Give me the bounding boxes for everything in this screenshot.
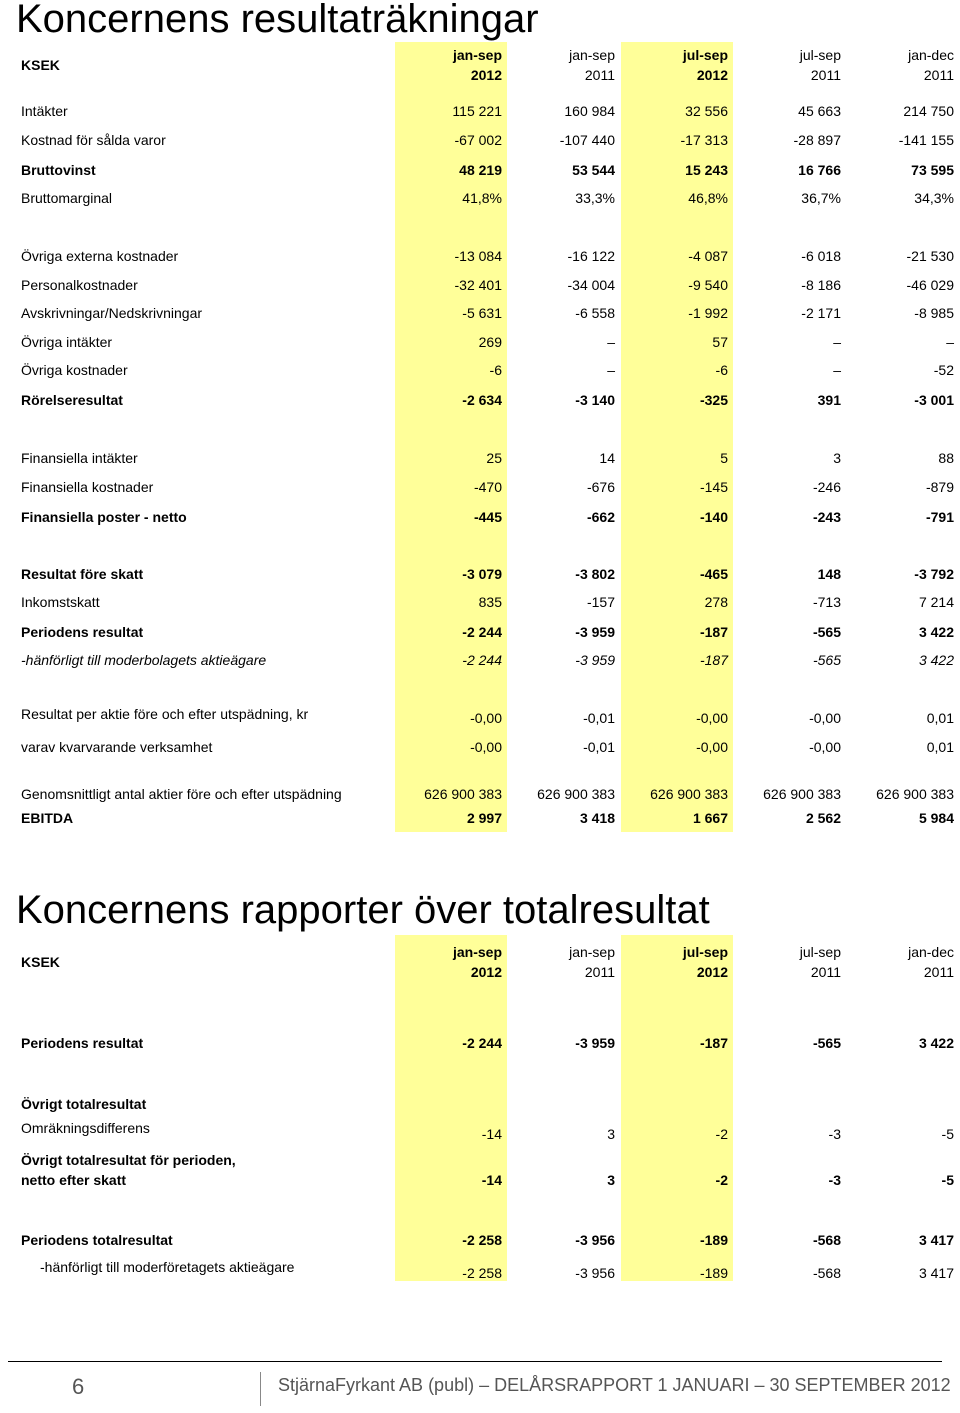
table-cell: -5 <box>941 1126 954 1142</box>
table-cell: 36,7% <box>801 190 841 206</box>
table-cell: 25 <box>486 450 502 466</box>
row-label: Kostnad för sålda varor <box>21 132 166 148</box>
table-cell: 0,01 <box>926 710 954 726</box>
column-header-5: jan-dec 2011 <box>908 944 954 980</box>
unit-label: KSEK <box>21 57 60 73</box>
table-cell: -0,00 <box>470 739 502 755</box>
highlight-column-jul-sep-2012 <box>621 935 733 1281</box>
column-header-3: jul-sep 2012 <box>682 47 728 83</box>
table-cell: -14 <box>481 1172 502 1188</box>
table-cell: -0,00 <box>696 739 728 755</box>
table-cell: 16 766 <box>798 162 841 178</box>
table-cell: -9 540 <box>688 277 728 293</box>
table-cell: 835 <box>478 594 502 610</box>
table-cell: -3 140 <box>575 392 615 408</box>
table-cell: -565 <box>812 652 841 668</box>
highlight-column-jan-sep-2012 <box>395 935 507 1281</box>
row-label: Resultat före skatt <box>21 566 144 582</box>
row-label: Periodens resultat <box>21 1035 144 1051</box>
row-label: -hänförligt till moderbolagets aktieägare <box>21 652 267 668</box>
table-cell: 88 <box>938 450 954 466</box>
table-cell: 34,3% <box>914 190 954 206</box>
unit-label: KSEK <box>21 954 60 970</box>
table-cell: -565 <box>812 1035 841 1051</box>
row-label: -hänförligt till moderföretagets aktieägare <box>40 1259 295 1275</box>
table-cell: -879 <box>925 479 954 495</box>
table-cell: 33,3% <box>575 190 615 206</box>
table-cell: -3 802 <box>575 566 615 582</box>
row-label: Rörelseresultat <box>21 392 123 408</box>
table-cell: -3 956 <box>575 1232 615 1248</box>
table-cell: -6 558 <box>575 305 615 321</box>
table-cell: -67 002 <box>454 132 502 148</box>
table-cell: 45 663 <box>798 103 841 119</box>
table-cell: -3 792 <box>914 566 954 582</box>
table-cell: -325 <box>699 392 728 408</box>
column-header-2: jan-sep 2011 <box>569 47 615 83</box>
row-label: Övrigt totalresultat för perioden, netto efter skatt <box>21 1152 236 1188</box>
table-cell: 626 900 383 <box>650 786 728 802</box>
table-cell: 53 544 <box>572 162 615 178</box>
table-cell: 14 <box>599 450 615 466</box>
table-cell: 3 422 <box>918 652 954 668</box>
table-cell: -21 530 <box>906 248 954 264</box>
table-cell: -5 631 <box>462 305 502 321</box>
table-cell: 46,8% <box>688 190 728 206</box>
table-cell: -3 001 <box>914 392 954 408</box>
table-cell: -3 959 <box>575 652 615 668</box>
row-label: Periodens resultat <box>21 624 144 640</box>
table-cell: 626 900 383 <box>763 786 841 802</box>
table-cell: 3 <box>607 1126 615 1142</box>
table-cell: -2 244 <box>462 652 502 668</box>
table-cell: -0,00 <box>809 710 841 726</box>
table-cell: -568 <box>812 1265 841 1281</box>
table-cell: -2 <box>715 1126 728 1142</box>
table-cell: 73 595 <box>911 162 954 178</box>
column-header-1: jan-sep 2012 <box>452 944 502 980</box>
comprehensive-income-title: Koncernens rapporter över totalresultat <box>16 888 710 932</box>
table-cell: -3 <box>828 1172 841 1188</box>
table-cell: 41,8% <box>462 190 502 206</box>
table-cell: 3 <box>607 1172 615 1188</box>
table-cell: -4 087 <box>688 248 728 264</box>
row-label: Periodens totalresultat <box>21 1232 173 1248</box>
row-label: Bruttovinst <box>21 162 96 178</box>
table-cell: -0,00 <box>809 739 841 755</box>
table-cell: -445 <box>473 509 502 525</box>
row-label: Omräkningsdifferens <box>21 1120 150 1136</box>
column-header-5: jan-dec 2011 <box>908 47 954 83</box>
table-cell: -2 <box>715 1172 728 1188</box>
row-label: Personalkostnader <box>21 277 138 293</box>
table-cell: 626 900 383 <box>876 786 954 802</box>
table-cell: -3 959 <box>575 624 615 640</box>
table-cell: 278 <box>704 594 728 610</box>
table-cell: -52 <box>933 362 954 378</box>
table-cell: -2 634 <box>462 392 502 408</box>
row-label: Finansiella poster - netto <box>21 509 187 525</box>
table-cell: 2 562 <box>805 810 841 826</box>
table-cell: 15 243 <box>685 162 728 178</box>
table-cell: -189 <box>699 1232 728 1248</box>
table-cell: -565 <box>812 624 841 640</box>
table-cell: 5 <box>720 450 728 466</box>
row-label: Övriga intäkter <box>21 334 113 350</box>
table-cell: -5 <box>941 1172 954 1188</box>
table-cell: -3 079 <box>462 566 502 582</box>
column-header-1: jan-sep 2012 <box>452 47 502 83</box>
table-cell: -141 155 <box>898 132 954 148</box>
table-cell: -6 <box>715 362 728 378</box>
table-cell: -662 <box>586 509 615 525</box>
table-cell: -17 313 <box>680 132 728 148</box>
table-cell: -0,00 <box>696 710 728 726</box>
table-cell: 626 900 383 <box>537 786 615 802</box>
table-cell: -34 004 <box>567 277 615 293</box>
table-cell: -2 244 <box>462 1035 502 1051</box>
table-cell: -2 258 <box>462 1232 502 1248</box>
table-cell: 214 750 <box>903 103 954 119</box>
table-cell: -0,01 <box>583 739 615 755</box>
table-cell: – <box>833 362 841 378</box>
row-label: Övrigt totalresultat <box>21 1096 147 1112</box>
table-cell: -6 018 <box>801 248 841 264</box>
table-cell: 148 <box>817 566 841 582</box>
row-label: Finansiella kostnader <box>21 479 154 495</box>
table-cell: -189 <box>699 1265 728 1281</box>
row-label: Övriga kostnader <box>21 362 128 378</box>
table-cell: -676 <box>586 479 615 495</box>
table-cell: -3 <box>828 1126 841 1142</box>
table-cell: 3 422 <box>918 1035 954 1051</box>
table-cell: -243 <box>812 509 841 525</box>
table-cell: -13 084 <box>454 248 502 264</box>
row-label: Inkomstskatt <box>21 594 100 610</box>
row-label: varav kvarvarande verksamhet <box>21 739 213 755</box>
income-statement-title: Koncernens resultaträkningar <box>16 0 539 41</box>
table-cell: 3 418 <box>579 810 615 826</box>
table-cell: -14 <box>481 1126 502 1142</box>
table-cell: 2 997 <box>466 810 502 826</box>
table-cell: -8 186 <box>801 277 841 293</box>
row-label: Finansiella intäkter <box>21 450 138 466</box>
table-cell: – <box>607 362 615 378</box>
page-number: 6 <box>72 1374 85 1399</box>
table-cell: -187 <box>699 652 728 668</box>
table-cell: 3 <box>833 450 841 466</box>
column-header-4: jul-sep 2011 <box>799 944 841 980</box>
table-cell: -107 440 <box>559 132 615 148</box>
table-cell: -0,01 <box>583 710 615 726</box>
table-cell: 3 417 <box>918 1232 954 1248</box>
table-cell: 0,01 <box>926 739 954 755</box>
column-header-4: jul-sep 2011 <box>799 47 841 83</box>
table-cell: -187 <box>699 1035 728 1051</box>
footer-divider <box>260 1372 261 1406</box>
table-cell: -2 258 <box>462 1265 502 1281</box>
table-cell: 3 417 <box>918 1265 954 1281</box>
table-cell: -3 956 <box>575 1265 615 1281</box>
table-cell: -8 985 <box>914 305 954 321</box>
table-cell: -791 <box>925 509 954 525</box>
row-label: Avskrivningar/Nedskrivningar <box>21 305 203 321</box>
table-cell: -465 <box>699 566 728 582</box>
table-cell: -187 <box>699 624 728 640</box>
table-cell: -1 992 <box>688 305 728 321</box>
table-cell: -246 <box>812 479 841 495</box>
table-cell: -32 401 <box>454 277 502 293</box>
table-cell: -0,00 <box>470 710 502 726</box>
column-header-3: jul-sep 2012 <box>682 944 728 980</box>
table-cell: 115 221 <box>452 103 502 119</box>
table-cell: 32 556 <box>685 103 728 119</box>
row-label: Bruttomarginal <box>21 190 113 206</box>
row-label: Genomsnittligt antal aktier före och efter utspädning <box>21 786 342 802</box>
table-cell: -3 959 <box>575 1035 615 1051</box>
table-cell: -470 <box>473 479 502 495</box>
table-cell: 3 422 <box>918 624 954 640</box>
table-cell: -6 <box>489 362 502 378</box>
table-cell: -713 <box>812 594 841 610</box>
table-cell: -568 <box>812 1232 841 1248</box>
table-cell: -2 244 <box>462 624 502 640</box>
table-cell: – <box>607 334 615 350</box>
table-cell: 48 219 <box>459 162 502 178</box>
row-label: Övriga externa kostnader <box>21 248 179 264</box>
column-header-2: jan-sep 2011 <box>569 944 615 980</box>
table-cell: 626 900 383 <box>424 786 502 802</box>
table-cell: -28 897 <box>793 132 841 148</box>
table-cell: 1 667 <box>692 810 728 826</box>
table-cell: 5 984 <box>918 810 954 826</box>
table-cell: -145 <box>699 479 728 495</box>
table-cell: 57 <box>712 334 728 350</box>
table-cell: -16 122 <box>567 248 615 264</box>
table-cell: 391 <box>817 392 841 408</box>
table-cell: 269 <box>478 334 502 350</box>
table-cell: -46 029 <box>906 277 954 293</box>
table-cell: – <box>946 334 954 350</box>
table-cell: -157 <box>586 594 615 610</box>
row-label: EBITDA <box>21 810 74 826</box>
table-cell: – <box>833 334 841 350</box>
row-label: Resultat per aktie före och efter utspädning, kr <box>21 706 309 722</box>
footer-text: StjärnaFyrkant AB (publ) – DELÅRSRAPPORT 1 JANUARI – 30 SEPTEMBER 2012 <box>278 1375 951 1395</box>
row-label: Intäkter <box>21 103 68 119</box>
table-cell: 160 984 <box>564 103 615 119</box>
footer-rule <box>8 1361 942 1362</box>
table-cell: -2 171 <box>801 305 841 321</box>
table-cell: 7 214 <box>918 594 954 610</box>
table-cell: -140 <box>699 509 728 525</box>
